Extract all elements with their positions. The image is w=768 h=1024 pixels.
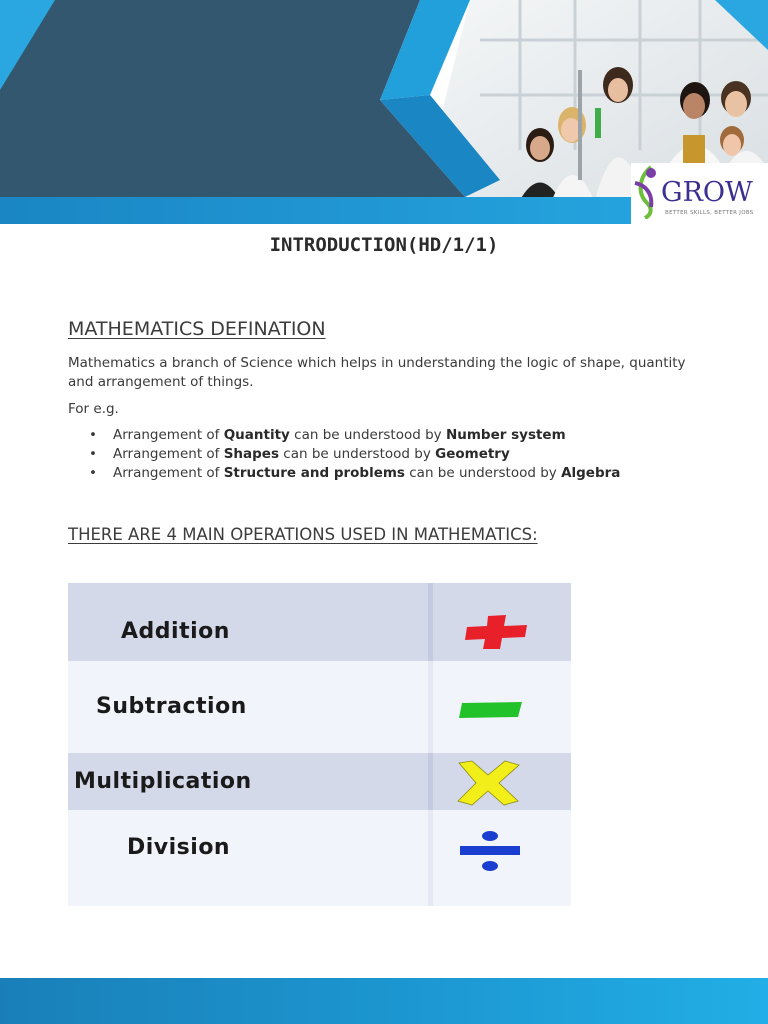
logo-figure-icon xyxy=(631,163,661,219)
logo-tagline: BETTER SKILLS, BETTER JOBS xyxy=(665,210,754,216)
operation-label: Addition xyxy=(121,619,230,644)
grow-logo xyxy=(631,163,768,224)
section-heading-operations: THERE ARE 4 MAIN OPERATIONS USED IN MATHEMATICS: xyxy=(68,525,538,544)
logo-wordmark: GROW xyxy=(661,177,753,208)
bullet-icon: • xyxy=(89,427,97,443)
document-title: INTRODUCTION(HD/1/1) xyxy=(269,234,499,256)
plus-icon xyxy=(464,613,530,651)
example-list xyxy=(68,426,620,483)
table-row xyxy=(68,661,571,753)
table-row xyxy=(68,810,571,906)
definition-paragraph: Mathematics a branch of Science which helps in understanding the logic of shape, quantity and arrangement of things. xyxy=(68,355,686,390)
example-lead: For e.g. xyxy=(68,401,119,417)
operation-label: Division xyxy=(127,835,231,860)
operation-label: Multiplication xyxy=(74,769,252,794)
header-banner xyxy=(0,0,768,224)
minus-icon xyxy=(458,701,524,721)
divide-icon xyxy=(458,830,522,872)
bullet-icon: • xyxy=(89,465,97,481)
list-item: • Arrangement of Structure and problems can be understood by Algebra xyxy=(89,465,621,481)
table-row xyxy=(68,583,571,661)
list-item: • Arrangement of Quantity can be understood by Number system xyxy=(89,427,566,443)
table-row xyxy=(68,753,571,810)
footer-band xyxy=(0,978,768,1024)
operations-table xyxy=(68,583,571,906)
section-heading-definition: MATHEMATICS DEFINATION xyxy=(68,318,326,340)
times-icon xyxy=(456,759,522,807)
bullet-icon: • xyxy=(89,446,97,462)
list-item: • Arrangement of Shapes can be understood by Geometry xyxy=(89,446,510,462)
operation-label: Subtraction xyxy=(96,694,247,719)
